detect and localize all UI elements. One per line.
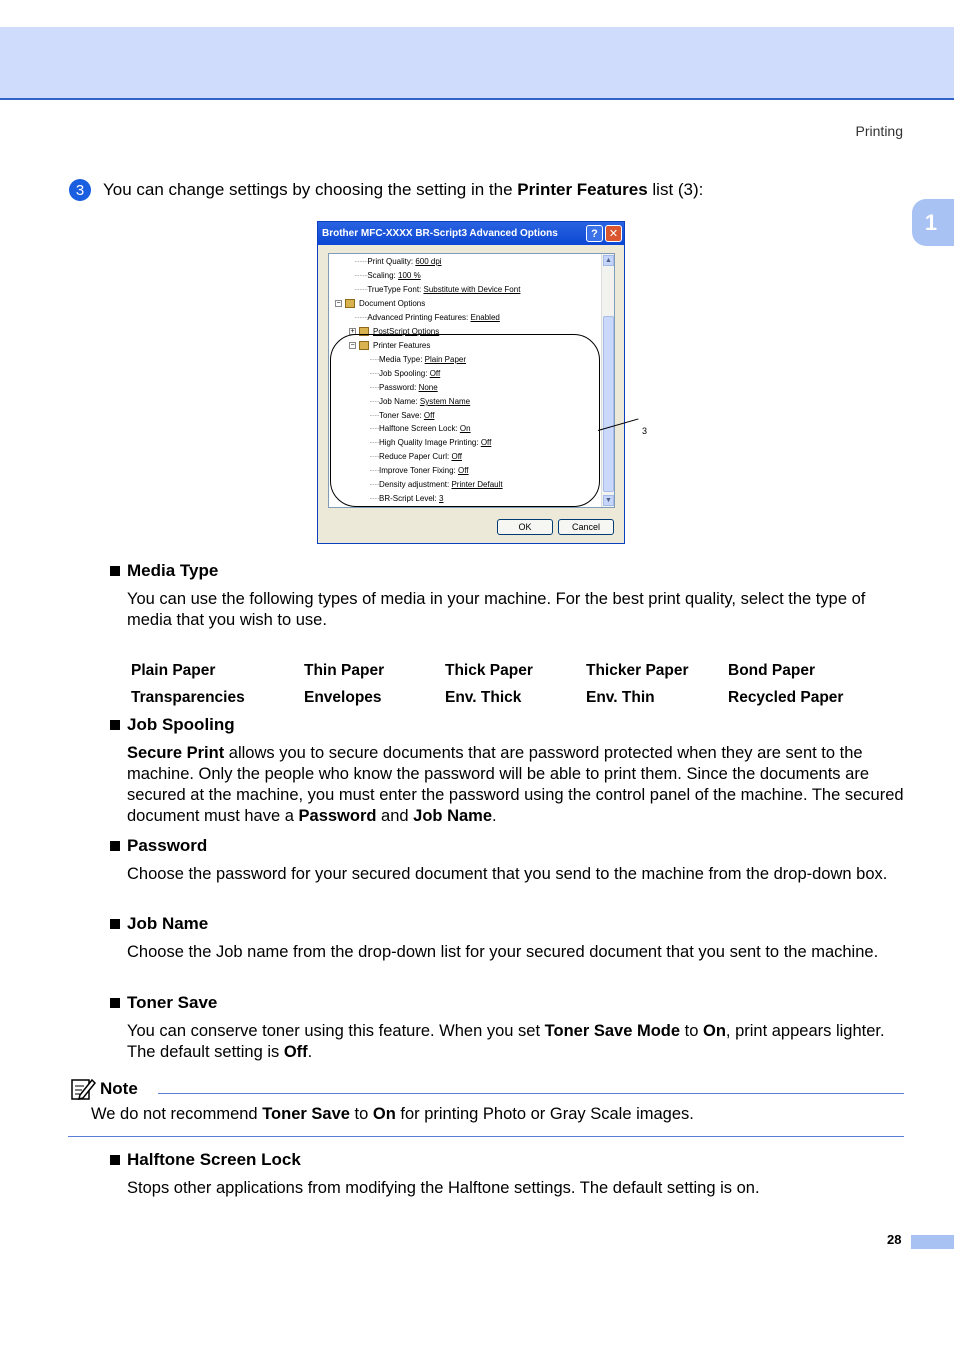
tree-item-advanced-printing-features[interactable]: ········Advanced Printing Features: Enabled: [354, 313, 500, 322]
section-toner-save: [110, 993, 905, 1063]
tree-item-reduce-paper-curl[interactable]: ······Reduce Paper Curl: Off: [369, 452, 462, 461]
tree-item-halftone-screen-lock[interactable]: ······Halftone Screen Lock: On: [369, 424, 471, 433]
close-button[interactable]: ✕: [605, 225, 622, 242]
settings-tree[interactable]: [328, 253, 615, 508]
folder-icon: [359, 327, 369, 336]
ok-button[interactable]: OK: [497, 519, 553, 535]
tree-item-media-type[interactable]: ······Media Type: Plain Paper: [369, 355, 466, 364]
section-title: Job Name: [127, 914, 209, 933]
tree-item-password[interactable]: ······Password: None: [369, 383, 438, 392]
section-body: You can use the following types of media in your machine. For the best print quality, select the type of media that you wish to use.: [127, 590, 866, 629]
scroll-up-icon[interactable]: ▲: [603, 255, 614, 266]
note-text: We do not recommend Toner Save to On for printing Photo or Gray Scale images.: [91, 1105, 694, 1123]
note-label: Note: [100, 1079, 138, 1098]
scroll-thumb[interactable]: [603, 316, 614, 492]
section-title: Job Spooling: [127, 715, 235, 734]
bullet-icon: [110, 1155, 120, 1165]
note-bottom-divider: [68, 1136, 904, 1137]
table-row: [131, 685, 843, 710]
table-cell: Env. Thin: [586, 688, 655, 706]
table-row: [131, 658, 843, 683]
tree-item-scaling[interactable]: ········Scaling: 100 %: [354, 271, 421, 280]
chapter-tab: 1: [912, 199, 954, 246]
tree-item-job-name[interactable]: ······Job Name: System Name: [369, 397, 471, 406]
bullet-icon: [110, 919, 120, 929]
table-cell: Envelopes: [304, 688, 382, 706]
table-cell: Plain Paper: [131, 661, 216, 679]
tree-item-document-options[interactable]: − Document Options: [336, 299, 426, 308]
table-cell: Thicker Paper: [586, 661, 689, 679]
table-cell: Transparencies: [131, 688, 245, 706]
expand-icon[interactable]: +: [350, 328, 355, 336]
section-body: Choose the password for your secured document that you send to the machine from the drop-down box.: [127, 865, 888, 883]
note-header: [70, 1077, 904, 1101]
section-job-name: [110, 914, 905, 963]
section-job-spooling: [110, 715, 905, 827]
bullet-icon: [110, 566, 120, 576]
media-type-table: [129, 656, 845, 712]
tree-item-toner-save[interactable]: ······Toner Save: Off: [369, 411, 435, 420]
callout-number: 3: [642, 426, 648, 436]
section-body: Stops other applications from modifying the Halftone settings. The default setting is on.: [127, 1179, 760, 1197]
step-3: [69, 179, 909, 201]
tree-item-truetype-font[interactable]: ········TrueType Font: Substitute with Device Font: [354, 285, 521, 294]
tree-item-postscript-options[interactable]: + PostScript Options: [350, 327, 440, 336]
section-media-type: [110, 561, 905, 631]
table-cell: Recycled Paper: [728, 688, 844, 706]
section-halftone-screen-lock: [110, 1150, 905, 1199]
table-cell: Bond Paper: [728, 661, 815, 679]
page-number: 28: [887, 1232, 902, 1247]
advanced-options-dialog: [317, 221, 625, 544]
scroll-down-icon[interactable]: ▼: [603, 495, 614, 506]
table-cell: Thin Paper: [304, 661, 385, 679]
section-body: Choose the Job name from the drop-down list for your secured document that you sent to the machine.: [127, 943, 879, 961]
collapse-icon[interactable]: −: [336, 300, 341, 308]
tree-item-print-quality[interactable]: ········Print Quality: 600 dpi: [354, 257, 442, 266]
folder-icon: [345, 299, 355, 308]
note-pencil-icon: [70, 1077, 96, 1101]
section-title: Toner Save: [127, 993, 218, 1012]
collapse-icon[interactable]: −: [350, 342, 355, 350]
note-divider: [158, 1093, 904, 1094]
bullet-icon: [110, 720, 120, 730]
bullet-icon: [110, 998, 120, 1008]
step-text: You can change settings by choosing the setting in the Printer Features list (3):: [103, 180, 704, 199]
running-head: Printing: [855, 123, 903, 139]
bullet-icon: [110, 841, 120, 851]
tree-item-printer-features[interactable]: − Printer Features: [350, 341, 431, 350]
tree-scrollbar[interactable]: [601, 254, 614, 507]
section-title: Media Type: [127, 561, 219, 580]
table-cell: Env. Thick: [445, 688, 522, 706]
section-body: You can conserve toner using this feature. When you set Toner Save Mode to On, print appears lighter. The default setting is Off.: [127, 1022, 885, 1061]
section-body: Secure Print allows you to secure documents that are password protected when they are sent to the machine. Only the people who know the password will be able to print them. Since the documents are secured at the machine, you must enter the password using the control panel of the machine. The secured document must have a Password and Job Name.: [127, 744, 904, 825]
step-number-badge: 3: [69, 179, 91, 201]
help-button[interactable]: ?: [586, 225, 603, 242]
header-band: [0, 27, 954, 100]
section-password: [110, 836, 905, 885]
table-cell: Thick Paper: [445, 661, 533, 679]
dialog-title: Brother MFC-XXXX BR-Script3 Advanced Options: [322, 228, 558, 239]
folder-icon: [359, 341, 369, 350]
section-title: Halftone Screen Lock: [127, 1150, 301, 1169]
tree-item-high-quality-image-printing[interactable]: ······High Quality Image Printing: Off: [369, 438, 492, 447]
cancel-button[interactable]: Cancel: [558, 519, 614, 535]
tree-item-job-spooling[interactable]: ······Job Spooling: Off: [369, 369, 441, 378]
page-number-bar: [911, 1235, 954, 1249]
tree-item-br-script-level[interactable]: ······BR-Script Level: 3: [369, 494, 444, 503]
section-title: Password: [127, 836, 208, 855]
tree-item-density-adjustment[interactable]: ······Density adjustment: Printer Default: [369, 480, 503, 489]
dialog-title-bar: [318, 222, 624, 245]
tree-item-improve-toner-fixing[interactable]: ······Improve Toner Fixing: Off: [369, 466, 469, 475]
